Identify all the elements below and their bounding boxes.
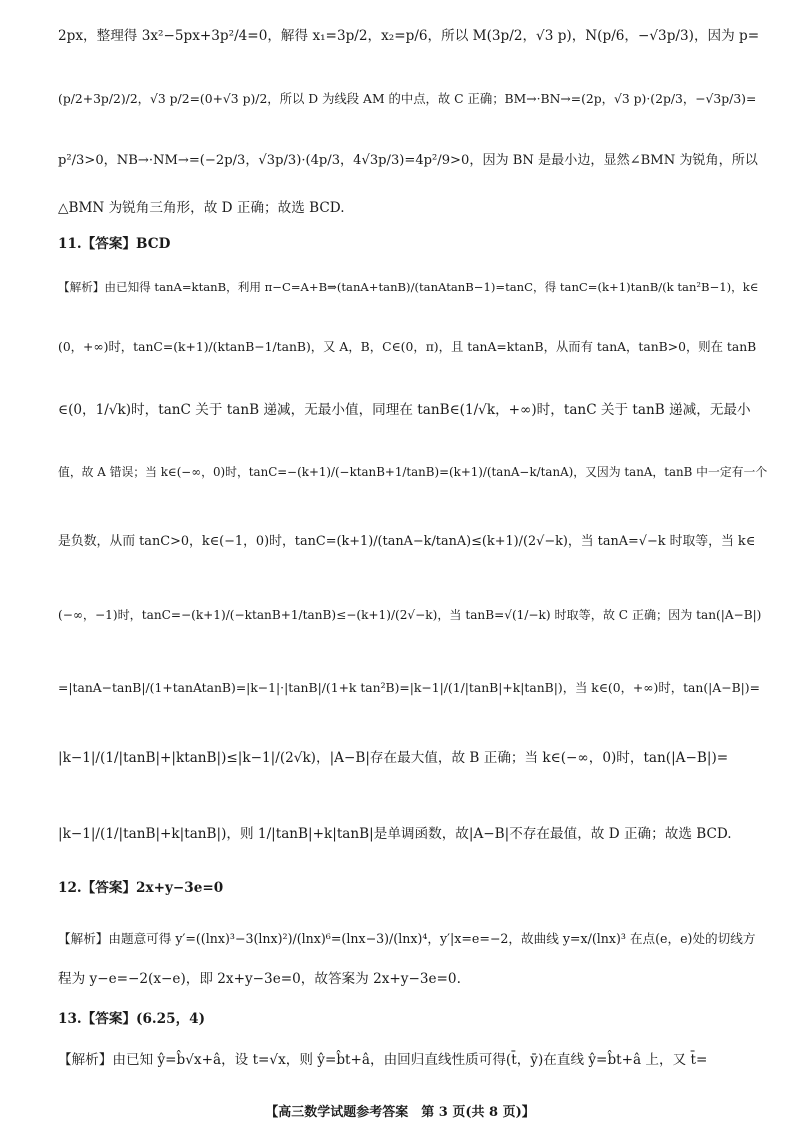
text-line-16: 【解析】由题意可得 y′=((lnx)³−3(lnx)²)/(lnx)⁶=(lnx−3)/(lnx)⁴，y′|x=e=−2，故曲线 y=x/(lnx)³ 在点(e，e)处的切线方	[58, 931, 756, 946]
answer-heading-12: 12.【答案】2x+y−3e=0	[58, 880, 224, 896]
answer-heading-13: 13.【答案】(6.25，4)	[58, 1011, 206, 1027]
text-line-8: ∈(0，1/√k)时，tanC 关于 tanB 递减，无最小值，同理在 tanB∈(1/√k，+∞)时，tanC 关于 tanB 递减，无最小	[58, 402, 751, 418]
text-line-11: (−∞，−1)时，tanC=−(k+1)/(−ktanB+1/tanB)≤−(k+1)/(2√−k)，当 tanB=√(1/−k) 时取等，故 C 正确；因为 tan(|A−B|)	[58, 608, 762, 622]
text-line-9: 值，故 A 错误；当 k∈(−∞，0)时，tanC=−(k+1)/(−ktanB+1/tanB)=(k+1)/(tanA−k/tanA)，又因为 tanA，tanB 中一定有一个	[58, 465, 768, 479]
text-line-19: 【解析】由已知 ŷ=b̂√x+â，设 t=√x，则 ŷ=b̂t+â，由回归直线性质可得(t̄，ȳ)在直线 ŷ=b̂t+â 上，又 t̄=	[58, 1052, 708, 1068]
text-line-17: 程为 y−e=−2(x−e)，即 2x+y−3e=0，故答案为 2x+y−3e=0.	[58, 971, 461, 987]
text-line-13: |k−1|/(1/|tanB|+|ktanB|)≤|k−1|/(2√k)，|A−B|存在最大值，故 B 正确；当 k∈(−∞，0)时，tan(|A−B|)=	[58, 750, 729, 766]
text-line-6: 【解析】由已知得 tanA=ktanB，利用 π−C=A+B⇒(tanA+tanB)/(tanAtanB−1)=tanC，得 tanC=(k+1)tanB/(k tan²B−1)，k∈	[58, 280, 759, 294]
page-footer: 【高三数学试题参考答案 第 3 页(共 8 页)】	[265, 1105, 535, 1120]
text-line-1: 2px，整理得 3x²−5px+3p²/4=0，解得 x₁=3p/2，x₂=p/6，所以 M(3p/2，√3 p)，N(p/6，−√3p/3)，因为 p=	[58, 28, 760, 44]
text-line-3: p²/3>0，NB→·NM→=(−2p/3，√3p/3)·(4p/3，4√3p/3)=4p²/9>0，因为 BN 是最小边，显然∠BMN 为锐角，所以	[58, 153, 758, 168]
text-line-4: △BMN 为锐角三角形，故 D 正确；故选 BCD.	[58, 200, 345, 216]
text-line-12: =|tanA−tanB|/(1+tanAtanB)=|k−1|·|tanB|/(1+k tan²B)=|k−1|/(1/|tanB|+k|tanB|)，当 k∈(0，+∞)时，tan(|A−B|)=	[58, 681, 760, 695]
text-line-14: |k−1|/(1/|tanB|+k|tanB|)，则 1/|tanB|+k|tanB|是单调函数，故|A−B|不存在最值，故 D 正确；故选 BCD.	[58, 826, 732, 842]
text-line-10: 是负数，从而 tanC>0，k∈(−1，0)时，tanC=(k+1)/(tanA−k/tanA)≤(k+1)/(2√−k)，当 tanA=√−k 时取等，当 k∈	[58, 534, 756, 549]
answer-heading-11: 11.【答案】BCD	[58, 236, 171, 252]
text-line-7: (0，+∞)时，tanC=(k+1)/(ktanB−1/tanB)，又 A，B，C∈(0，π)，且 tanA=ktanB，从而有 tanA，tanB>0，则在 tanB	[58, 340, 757, 354]
text-line-2: (p/2+3p/2)/2，√3 p/2=(0+√3 p)/2，所以 D 为线段 AM 的中点，故 C 正确；BM→·BN→=(2p，√3 p)·(2p/3，−√3p/3)=	[58, 92, 757, 106]
